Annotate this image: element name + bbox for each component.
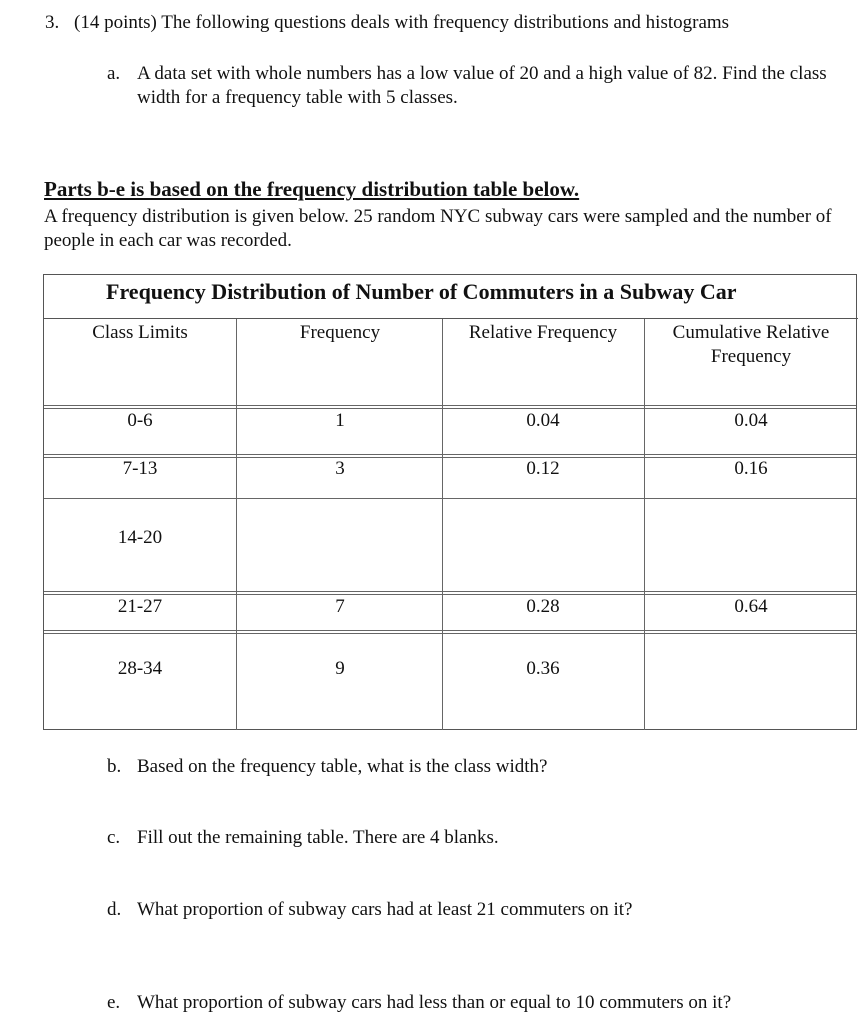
cell-cumulative-frequency: 0.64 — [734, 596, 768, 617]
part-c-marker: c. — [107, 827, 121, 848]
cell-class: 28-34 — [117, 658, 163, 679]
cell-class: 21-27 — [117, 596, 163, 617]
cell-frequency: 7 — [335, 596, 345, 617]
part-b — [107, 756, 548, 778]
cell-relative-frequency: 0.36 — [526, 658, 560, 679]
cell-class: 14-20 — [117, 527, 163, 548]
part-c-text: Fill out the remaining table. There are 4 blanks. — [137, 827, 499, 848]
part-c — [107, 827, 499, 849]
header-cumulative-relative-frequency: Cumulative Relative Frequency — [672, 322, 830, 367]
row-divider — [44, 498, 856, 499]
row-divider — [44, 630, 856, 631]
row-divider — [44, 591, 856, 592]
row-divider — [44, 454, 856, 455]
question-number: 3. — [45, 12, 60, 33]
part-e-text: What proportion of subway cars had less than or equal to 10 commuters on it? — [137, 992, 732, 1013]
frequency-table — [43, 274, 857, 730]
question-text: (14 points) The following questions deals with frequency distributions and histograms — [74, 12, 730, 33]
header-relative-frequency: Relative Frequency — [468, 322, 618, 343]
row-divider — [44, 405, 856, 406]
cell-cumulative-frequency: 0.16 — [734, 458, 768, 479]
cell-relative-frequency: 0.04 — [526, 410, 560, 431]
part-d — [107, 899, 632, 921]
header-frequency: Frequency — [299, 322, 381, 343]
part-b-text: Based on the frequency table, what is the class width? — [137, 756, 548, 777]
column-divider — [644, 319, 645, 730]
cell-class: 7-13 — [122, 458, 158, 479]
part-a-marker: a. — [107, 63, 121, 84]
part-a-text: A data set with whole numbers has a low value of 20 and a high value of 82. Find the class width for a frequency table with 5 classes. — [137, 63, 827, 108]
part-d-marker: d. — [107, 899, 122, 920]
parts-heading: Parts b-e is based on the frequency distribution table below. — [44, 177, 580, 201]
question-header — [45, 12, 729, 34]
cell-class: 0-6 — [127, 410, 153, 431]
cell-relative-frequency: 0.12 — [526, 458, 560, 479]
cell-frequency: 1 — [335, 410, 345, 431]
cell-relative-frequency: 0.28 — [526, 596, 560, 617]
cell-frequency: 9 — [335, 658, 345, 679]
part-e-marker: e. — [107, 992, 121, 1013]
cell-cumulative-frequency: 0.04 — [734, 410, 768, 431]
table-title: Frequency Distribution of Number of Commuters in a Subway Car — [44, 275, 858, 319]
cell-frequency: 3 — [335, 458, 345, 479]
part-e — [107, 992, 731, 1014]
part-d-text: What proportion of subway cars had at least 21 commuters on it? — [137, 899, 633, 920]
parts-description: A frequency distribution is given below. 25 random NYC subway cars were sampled and the number of people in each car was recorded. — [44, 206, 832, 251]
part-b-marker: b. — [107, 756, 122, 777]
header-class-limits: Class Limits — [92, 322, 188, 343]
